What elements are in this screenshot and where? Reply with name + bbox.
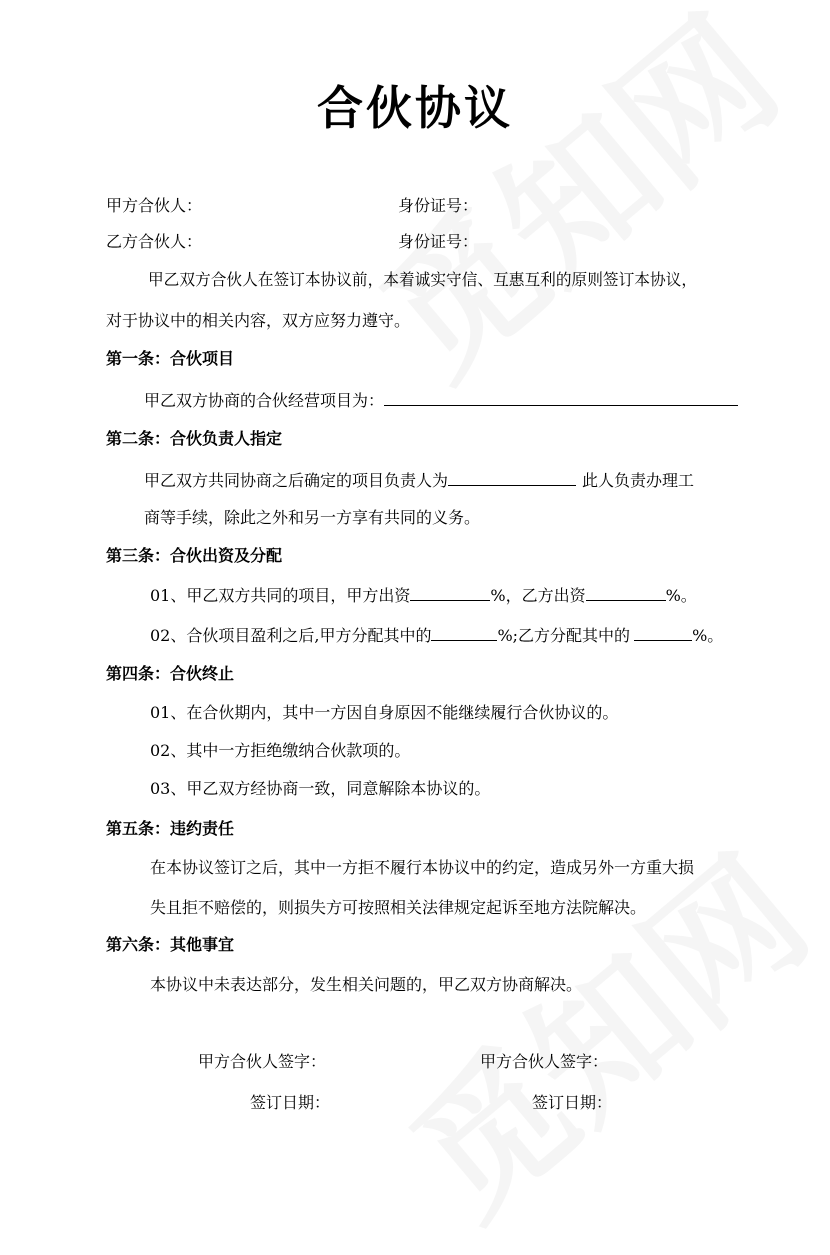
article-3-item-1 bbox=[150, 584, 697, 606]
article-3-heading: 第三条：合伙出资及分配 bbox=[106, 546, 283, 565]
preamble-line-2: 对于协议中的相关内容，双方应努力遵守。 bbox=[106, 311, 411, 330]
document-title: 合伙协议 bbox=[317, 81, 513, 135]
article-2-text-b: 此人负责办理工 bbox=[582, 471, 695, 490]
article-4-item-1: 01、在合伙期内，其中一方因自身原因不能继续履行合伙协议的。 bbox=[150, 703, 619, 722]
preamble-line-1: 甲乙双方合伙人在签订本协议前，本着诚实守信、互惠互利的原则签订本协议， bbox=[148, 270, 698, 289]
party-b-label: 乙方合伙人： bbox=[106, 232, 203, 251]
project-name-blank[interactable] bbox=[384, 389, 738, 406]
article-3-item-2-c: %。 bbox=[692, 626, 724, 645]
party-b-signature-label: 甲方合伙人签字： bbox=[480, 1052, 609, 1071]
party-b-id-label: 身份证号： bbox=[398, 232, 479, 251]
article-2-line-1 bbox=[144, 469, 694, 491]
article-1-text bbox=[144, 389, 738, 411]
article-6-text: 本协议中未表达部分，发生相关问题的，甲乙双方协商解决。 bbox=[150, 975, 583, 994]
article-2-text-a: 甲乙双方共同协商之后确定的项目负责人为 bbox=[144, 471, 449, 490]
article-3-item-1-b: %，乙方出资 bbox=[490, 586, 586, 605]
party-a-id-label: 身份证号： bbox=[398, 196, 479, 215]
article-4-heading: 第四条：合伙终止 bbox=[106, 664, 235, 683]
article-3-item-1-a: 01、甲乙双方共同的项目，甲方出资 bbox=[150, 586, 411, 605]
article-1-project-label: 甲乙双方协商的合伙经营项目为： bbox=[144, 391, 385, 410]
article-3-item-2-b: %;乙方分配其中的 bbox=[497, 626, 631, 645]
party-a-date-label: 签订日期： bbox=[250, 1093, 331, 1112]
article-5-line-2: 失且拒不赔偿的，则损失方可按照相关法律规定起诉至地方法院解决。 bbox=[150, 898, 647, 917]
party-a-label: 甲方合伙人： bbox=[106, 196, 203, 215]
party-a-signature-label: 甲方合伙人签字： bbox=[198, 1052, 327, 1071]
article-3-item-1-c: %。 bbox=[665, 586, 697, 605]
article-5-heading: 第五条：违约责任 bbox=[106, 819, 235, 838]
party-b-date-label: 签订日期： bbox=[532, 1093, 613, 1112]
article-1-heading: 第一条：合伙项目 bbox=[106, 349, 235, 368]
article-6-heading: 第六条：其他事宜 bbox=[106, 935, 235, 954]
article-3-item-2 bbox=[150, 624, 723, 646]
article-3-item-2-a: 02、合伙项目盈利之后,甲方分配其中的 bbox=[150, 626, 432, 645]
party-a-investment-blank[interactable] bbox=[410, 584, 490, 601]
responsible-person-blank[interactable] bbox=[448, 469, 576, 486]
article-5-line-1: 在本协议签订之后，其中一方拒不履行本协议中的约定，造成另外一方重大损 bbox=[150, 858, 695, 877]
party-b-share-blank[interactable] bbox=[634, 624, 692, 641]
party-a-share-blank[interactable] bbox=[431, 624, 497, 641]
party-b-investment-blank[interactable] bbox=[586, 584, 666, 601]
article-4-item-2: 02、其中一方拒绝缴纳合伙款项的。 bbox=[150, 741, 411, 760]
article-4-item-3: 03、甲乙双方经协商一致，同意解除本协议的。 bbox=[150, 779, 491, 798]
article-2-line-2: 商等手续，除此之外和另一方享有共同的义务。 bbox=[144, 508, 481, 527]
article-2-heading: 第二条：合伙负责人指定 bbox=[106, 429, 283, 448]
